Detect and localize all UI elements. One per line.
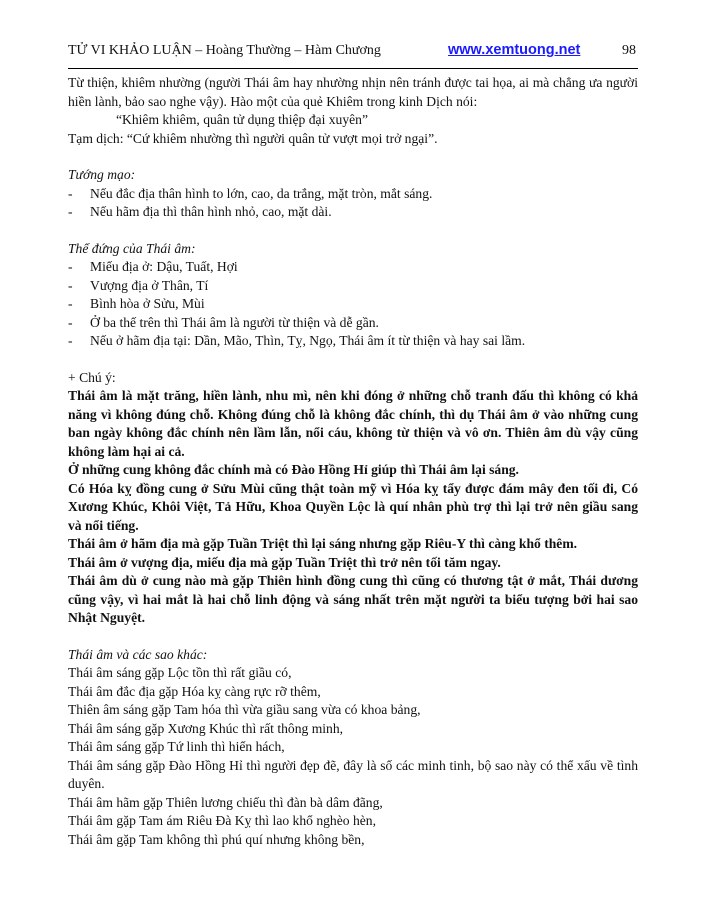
intro-paragraph: Từ thiện, khiêm nhường (người Thái âm hay nhường nhịn nên tránh được tai họa, ai mà chẳng ưa người hiền lành, bảo sao nghe vậy). Hào một của quẻ Khiêm trong kinh Dịch nói:	[68, 75, 638, 109]
document-page	[68, 38, 638, 849]
page-header	[68, 38, 638, 62]
list-item: - Vượng địa ở Thân, Tí	[68, 277, 209, 293]
website-link[interactable]: www.xemtuong.net	[448, 42, 581, 58]
star-line: Thái âm sáng gặp Tứ linh thì hiển hách,	[68, 739, 285, 754]
star-line: Thái âm gặp Tam ám Riêu Đà Kỵ thì lao khổ nghèo hèn,	[68, 813, 376, 828]
note-paragraph: Thái âm là mặt trăng, hiền lành, nhu mì, nên khi đóng ở những chỗ tranh đấu thì không có khả năng vì không đúng chỗ. Không đúng chỗ là không đắc chính, thì dụ Thái âm ở vào những cung ban ngày không đắc chính nên lầm lẫn, nổi cáu, không từ thiện và vô ơn. Thiên âm dù vậy cũng không làm hại ai cả.	[68, 388, 638, 459]
list-item: - Nếu hãm địa thì thân hình nhỏ, cao, mặt dài.	[68, 204, 332, 219]
star-line: Thái âm đắc địa gặp Hóa kỵ càng rực rỡ thêm,	[68, 683, 321, 699]
star-line: Thái âm sáng gặp Đào Hồng Hỉ thì người đẹp đẽ, đây là số các minh tinh, bộ sao này có thể xấu về tình duyên.	[68, 757, 638, 791]
list-item: - Nếu ở hãm địa tại: Dần, Mão, Thìn, Tỵ, Ngọ, Thái âm ít từ thiện và hay sai lầm.	[68, 333, 526, 348]
note-paragraph: Thái âm ở vượng địa, miếu địa mà gặp Tuần Triệt thì trở nên tối tăm ngay.	[68, 554, 501, 570]
list-item: - Nếu đắc địa thân hình to lớn, cao, da trắng, mặt tròn, mắt sáng.	[68, 185, 433, 201]
notes-heading: + Chú ý:	[68, 369, 116, 385]
positions-heading: Thế đứng của Thái âm:	[68, 240, 196, 256]
list-item: - Bình hòa ở Sửu, Mùi	[68, 296, 205, 311]
header-rule	[68, 68, 638, 69]
star-line: Thái âm gặp Tam không thì phú quí nhưng không bền,	[68, 831, 365, 847]
star-line: Thái âm sáng gặp Xương Khúc thì rất thông minh,	[68, 720, 344, 736]
intro-quote: “Khiêm khiêm, quân tử dụng thiệp đại xuyên”	[116, 112, 368, 127]
page-number: 98	[622, 43, 636, 58]
star-line: Thái âm sáng gặp Lộc tồn thì rất giầu có,	[68, 665, 292, 680]
book-title: TỬ VI KHẢO LUẬN – Hoàng Thường – Hàm Chương	[68, 43, 381, 58]
note-paragraph: Ở những cung không đắc chính mà có Đào Hồng Hỉ giúp thì Thái âm lại sáng.	[68, 462, 519, 477]
note-paragraph: Thái âm dù ở cung nào mà gặp Thiên hình đồng cung thì cũng có thương tật ở mắt, Thái dương cũng vậy, vì hai mắt là hai chỗ linh động và sáng nhất trên mặt người ta biểu tượng bởi hai sao Nhật Nguyệt.	[68, 573, 638, 625]
document-body	[68, 74, 638, 849]
intro-translation: Tạm dịch: “Cứ khiêm nhường thì người quân tử vượt mọi trở ngại”.	[68, 130, 438, 146]
star-line: Thái âm hãm gặp Thiên lương chiếu thì đàn bà dâm đãng,	[68, 794, 383, 810]
star-line: Thiên âm sáng gặp Tam hóa thì vừa giầu sang vừa có khoa bảng,	[68, 702, 421, 717]
note-paragraph: Có Hóa kỵ đồng cung ở Sửu Mùi cũng thật toàn mỹ vì Hóa kỵ tẩy được đám mây đen tối đi, Có Xương Khúc, Khôi Việt, Tả Hữu, Khoa Quyền Lộc là quí nhân phù trợ thì lại trở nên giầu sang và nổi tiếng.	[68, 480, 638, 533]
list-item: - Ở ba thế trên thì Thái âm là người từ thiện và dễ gần.	[68, 314, 379, 330]
other-stars-heading: Thái âm và các sao khác:	[68, 646, 208, 662]
note-paragraph: Thái âm ở hãm địa mà gặp Tuần Triệt thì lại sáng nhưng gặp Riêu-Y thì càng khổ thêm.	[68, 536, 578, 551]
list-item: - Miếu địa ở: Dậu, Tuất, Hợi	[68, 259, 238, 274]
appearance-heading: Tướng mạo:	[68, 167, 136, 182]
